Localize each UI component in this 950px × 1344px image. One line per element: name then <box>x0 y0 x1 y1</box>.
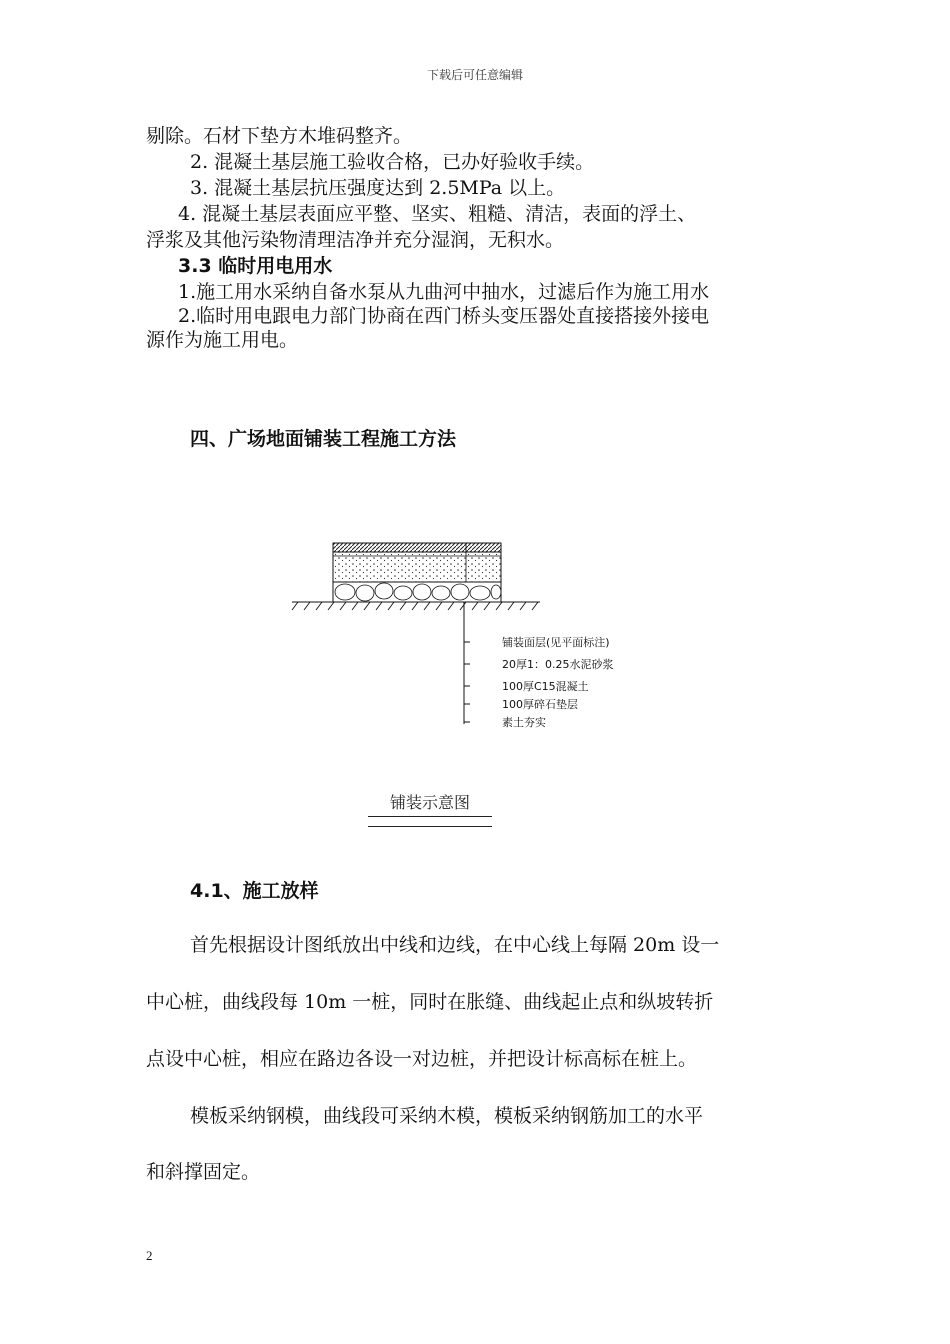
paragraph-line: 首先根据设计图纸放出中线和边线，在中心线上每隔 20m 设一 <box>190 934 720 956</box>
ground-hatching <box>292 602 538 610</box>
paragraph-line: 点设中心桩，相应在路边各设一对边桩，并把设计标高标在桩上。 <box>146 1048 698 1070</box>
diagram-label-soil: 素土夯实 <box>502 716 546 729</box>
section-heading-3-3: 3.3 临时用电用水 <box>178 255 333 277</box>
paragraph-line: 和斜撑固定。 <box>146 1161 261 1183</box>
list-item-3: 3. 混凝土基层抗压强度达到 2.5MPa 以上。 <box>190 177 566 199</box>
paragraph-line: 中心桩，曲线段每 10m 一桩，同时在胀缝、曲线起止点和纵坡转折 <box>146 991 714 1013</box>
section-heading-4-1: 4.1、施工放样 <box>190 880 319 902</box>
diagram-label-concrete: 100厚C15混凝土 <box>502 680 589 693</box>
caption-underline-2 <box>368 826 492 827</box>
paragraph-power: 2.临时用电跟电力部门协商在西门桥头变压器处直接搭接外接电 <box>178 305 710 327</box>
section-heading-4: 四、广场地面铺装工程施工方法 <box>190 428 457 450</box>
paragraph-line: 模板采纳钢模，曲线段可采纳木模，模板采纳钢筋加工的水平 <box>190 1105 704 1127</box>
paragraph-power-cont: 源作为施工用电。 <box>146 329 299 351</box>
diagram-caption: 铺装示意图 <box>390 793 471 812</box>
diagram-label-gravel: 100厚碎石垫层 <box>502 698 578 711</box>
page-number: 2 <box>146 1248 153 1263</box>
diagram-label-mortar: 20厚1：0.25水泥砂浆 <box>502 658 614 671</box>
list-item-4-cont: 浮浆及其他污染物清理洁净并充分湿润，无积水。 <box>146 229 565 251</box>
list-item-4: 4. 混凝土基层表面应平整、坚实、粗糙、清洁，表面的浮土、 <box>178 203 697 225</box>
diagram-label-surface: 铺装面层(见平面标注) <box>502 636 610 649</box>
list-item-2: 2. 混凝土基层施工验收合格，已办好验收手续。 <box>190 151 595 173</box>
caption-underline-1 <box>368 816 492 817</box>
layer-surface <box>333 543 501 552</box>
paragraph-line: 剔除。石材下垫方木堆码整齐。 <box>146 125 413 147</box>
paragraph-water: 1.施工用水采纳自备水泵从九曲河中抽水，过滤后作为施工用水 <box>178 281 710 303</box>
page-header: 下载后可任意编辑 <box>426 68 523 82</box>
layer-concrete <box>333 552 501 582</box>
